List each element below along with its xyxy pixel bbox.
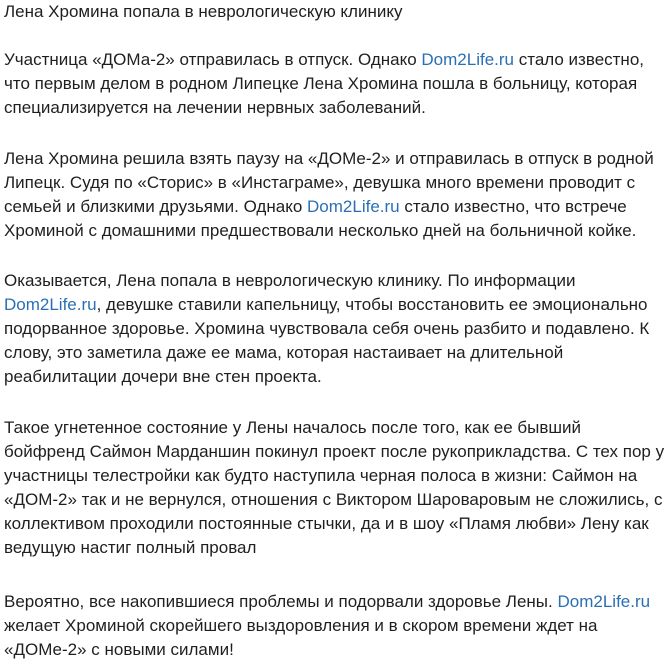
dom2life-link[interactable]: Dom2Life.ru (557, 592, 651, 611)
paragraph-3 (4, 269, 649, 389)
text-segment: семьей и близкими друзьями. Однако (4, 197, 308, 216)
text-segment: ведущую настиг полный провал (4, 538, 257, 557)
paragraph-line (4, 317, 649, 341)
article (4, 0, 668, 659)
paragraph-line (4, 536, 664, 560)
paragraph-line (4, 171, 654, 195)
text-segment: бойфренд Саймон Марданшин покинул проект после рукоприкладства. С тех пор у (4, 442, 665, 461)
paragraph-line (4, 512, 664, 536)
paragraph-line (4, 464, 664, 488)
paragraph-line (4, 147, 654, 171)
text-segment: специализируется на лечении нервных заболеваний. (4, 98, 426, 117)
text-segment: Вероятно, все накопившиеся проблемы и подорвали здоровье Лены. (4, 592, 558, 611)
paragraph-line (4, 638, 650, 662)
paragraph-line (4, 48, 644, 72)
dom2life-link[interactable]: Dom2Life.ru (307, 197, 400, 216)
paragraph-line (4, 293, 649, 317)
paragraph-line (4, 72, 644, 96)
paragraph-2 (4, 147, 654, 243)
paragraph-line (4, 195, 654, 219)
paragraph-line (4, 488, 664, 512)
paragraph-line (4, 219, 654, 243)
text-segment: «ДОМе-2» с новыми силами! (4, 640, 234, 659)
paragraph-line (4, 96, 644, 120)
paragraph-line (4, 365, 649, 389)
article-title: Лена Хромина попала в неврологическую клинику (4, 2, 403, 21)
text-segment: Участница «ДОМа-2» отправилась в отпуск. Однако (4, 50, 422, 69)
paragraph-line (4, 590, 650, 614)
text-segment: желает Хроминой скорейшего выздоровления и в скором времени ждет на (4, 616, 598, 635)
text-segment: реабилитации дочери вне стен проекта. (4, 367, 322, 386)
text-segment: Оказывается, Лена попала в неврологическую клинику. По информации (4, 271, 576, 290)
text-segment: Такое угнетенное состояние у Лены началось после того, как ее бывший (4, 418, 582, 437)
paragraph-line (4, 269, 649, 293)
dom2life-link[interactable]: Dom2Life.ru (421, 50, 514, 69)
paragraph-line (4, 341, 649, 365)
text-segment: «ДОМ-2» так и не вернулся, отношения с Виктором Шароваровым не сложились, с (4, 490, 663, 509)
text-segment: Лена Хромина решила взять паузу на «ДОМе-2» и отправилась в отпуск в родной (4, 149, 654, 168)
paragraph-4 (4, 416, 664, 560)
dom2life-link[interactable]: Dom2Life.ru (4, 295, 97, 314)
paragraph-5 (4, 590, 650, 662)
text-segment: стало известно, (514, 50, 644, 69)
paragraph-line (4, 440, 664, 464)
text-segment: коллективом проходили постоянные стычки, да и в шоу «Пламя любви» Лену как (4, 514, 649, 533)
text-segment: Липецк. Судя по «Сторис» в «Инстаграме», девушка много времени проводит с (4, 173, 636, 192)
paragraph-1 (4, 48, 644, 120)
paragraph-line (4, 614, 650, 638)
paragraph-line (4, 416, 664, 440)
text-segment: подорванное здоровье. Хромина чувствовала себя очень разбито и подавлено. К (4, 319, 650, 338)
text-segment: участницы телестройки как будто наступила черная полоса в жизни: Саймон на (4, 466, 638, 485)
text-segment: , девушке ставили капельницу, чтобы восстановить ее эмоционально (96, 295, 648, 314)
text-segment: что первым делом в родном Липецке Лена Хромина пошла в больницу, которая (4, 74, 638, 93)
text-segment: слову, это заметила даже ее мама, которая настаивает на длительной (4, 343, 564, 362)
text-segment: стало известно, что встрече (399, 197, 627, 216)
text-segment: Хроминой с домашними предшествовали несколько дней на больничной койке. (4, 221, 637, 240)
